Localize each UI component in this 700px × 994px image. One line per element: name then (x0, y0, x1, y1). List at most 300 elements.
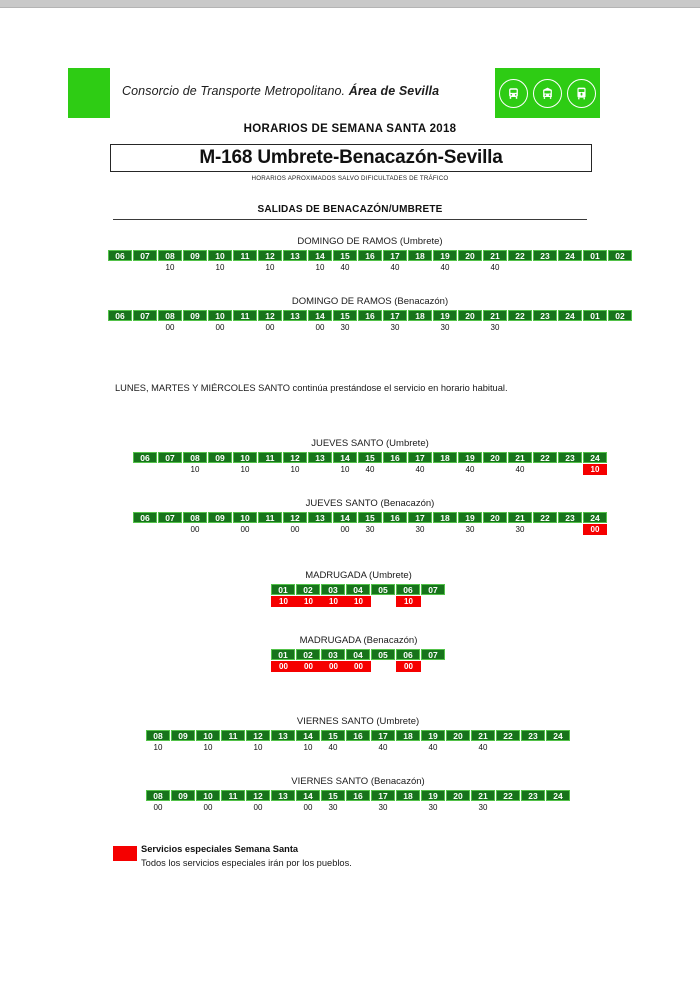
hour-cell: 22 (508, 310, 532, 321)
minute-cell: 10 (321, 596, 346, 607)
minute-cell (421, 661, 446, 672)
minute-cell (283, 322, 307, 333)
hour-cell: 04 (346, 584, 370, 595)
hour-cell: 02 (296, 584, 320, 595)
schedule-block (146, 716, 570, 753)
minute-cell (108, 262, 132, 273)
minute-cell: 10 (215, 263, 225, 272)
minute-cell (433, 464, 457, 475)
hour-cell: 06 (108, 310, 132, 321)
hour-cell: 18 (396, 790, 420, 801)
minutes-row (271, 661, 446, 672)
minute-cell (383, 524, 407, 535)
minute-cell: 00 (583, 524, 607, 535)
minute-cell: 30 (378, 803, 388, 812)
minute-cell: 40 (415, 465, 425, 474)
minute-cell: 40 (328, 743, 338, 752)
minute-cell (533, 464, 557, 475)
hour-cell: 21 (483, 310, 507, 321)
hour-cell: 24 (546, 730, 570, 741)
schedule-block-title: DOMINGO DE RAMOS (Umbrete) (297, 236, 443, 247)
approximate-times-note: HORARIOS APROXIMADOS SALVO DIFICULTADES DE TRÁFICO (251, 175, 449, 182)
minute-cell (283, 262, 307, 273)
schedule-block (133, 498, 607, 535)
minutes-row (133, 464, 607, 475)
minute-cell (521, 742, 545, 753)
hour-cell: 17 (383, 310, 407, 321)
minute-cell (546, 802, 570, 813)
minute-cell: 00 (290, 525, 300, 534)
minute-cell (271, 742, 295, 753)
hour-cell: 23 (558, 452, 582, 463)
hour-cell: 09 (183, 310, 207, 321)
minute-cell (558, 322, 582, 333)
minute-cell (271, 802, 295, 813)
minute-cell (208, 524, 232, 535)
hour-cell: 11 (233, 250, 257, 261)
minute-cell: 30 (515, 525, 525, 534)
minute-cell (508, 322, 532, 333)
minute-cell (133, 322, 157, 333)
schedule-block (146, 776, 570, 813)
minute-cell (458, 322, 482, 333)
hour-cell: 10 (196, 790, 220, 801)
minute-cell: 30 (340, 323, 350, 332)
hour-cell: 20 (458, 250, 482, 261)
schedule-block-title: JUEVES SANTO (Umbrete) (311, 438, 429, 449)
viewer-top-bar (0, 0, 700, 8)
hour-cell: 17 (371, 790, 395, 801)
hour-cell: 15 (321, 790, 345, 801)
minute-cell: 40 (340, 263, 350, 272)
hour-cell: 11 (221, 790, 245, 801)
transport-modes-band (495, 68, 600, 118)
hours-row (133, 512, 607, 523)
minute-cell (371, 661, 396, 672)
hour-cell: 16 (346, 730, 370, 741)
minute-cell: 10 (203, 743, 213, 752)
hour-cell: 12 (283, 512, 307, 523)
schedule-block (108, 236, 632, 273)
hour-cell: 22 (496, 790, 520, 801)
hour-cell: 09 (171, 790, 195, 801)
legend-line-2: Todos los servicios especiales irán por los pueblos. (141, 858, 352, 868)
minute-cell (608, 262, 632, 273)
route-title: M-168 Umbrete-Benacazón-Sevilla (199, 147, 503, 168)
minute-cell (171, 802, 195, 813)
hour-cell: 15 (358, 512, 382, 523)
hour-cell: 24 (546, 790, 570, 801)
hour-cell: 22 (533, 512, 557, 523)
minute-cell (533, 322, 557, 333)
hour-cell: 20 (446, 790, 470, 801)
document-header (68, 68, 600, 118)
bus-icon (499, 79, 528, 108)
hour-cell: 14 (333, 452, 357, 463)
hour-cell: 13 (283, 250, 307, 261)
minute-cell: 00 (253, 803, 263, 812)
minute-cell: 00 (271, 661, 296, 672)
hour-cell: 23 (558, 512, 582, 523)
hour-cell: 23 (533, 310, 557, 321)
hour-cell: 08 (183, 452, 207, 463)
train-icon (533, 79, 562, 108)
schedule-block-title: MADRUGADA (Umbrete) (305, 570, 412, 581)
hour-cell: 02 (608, 250, 632, 261)
minutes-row (271, 596, 446, 607)
hour-cell: 21 (483, 250, 507, 261)
minute-cell: 40 (390, 263, 400, 272)
minute-cell: 00 (396, 661, 421, 672)
hour-cell: 20 (446, 730, 470, 741)
hour-cell: 14 (308, 310, 332, 321)
hour-cell: 17 (383, 250, 407, 261)
minute-cell (258, 524, 282, 535)
hour-cell: 17 (408, 452, 432, 463)
hour-cell: 13 (308, 452, 332, 463)
operator-title-plain: Consorcio de Transporte Metropolitano. (122, 84, 349, 98)
hour-cell: 12 (283, 452, 307, 463)
hour-cell: 19 (433, 250, 457, 261)
minute-cell (496, 742, 520, 753)
minute-cell: 30 (490, 323, 500, 332)
hour-cell: 16 (346, 790, 370, 801)
hour-cell: 08 (146, 730, 170, 741)
minute-cell (533, 524, 557, 535)
hour-cell: 10 (233, 452, 257, 463)
hour-cell: 16 (383, 452, 407, 463)
hour-cell: 24 (583, 512, 607, 523)
minute-cell (608, 322, 632, 333)
minute-cell: 10 (271, 596, 296, 607)
hours-row (133, 452, 607, 463)
minute-cell (508, 262, 532, 273)
minute-cell: 00 (240, 525, 250, 534)
hour-cell: 07 (133, 310, 157, 321)
operator-title-bold: Área de Sevilla (348, 84, 440, 98)
hour-cell: 07 (158, 452, 182, 463)
minute-cell (158, 464, 182, 475)
minute-cell: 10 (346, 596, 371, 607)
hour-cell: 07 (421, 649, 445, 660)
minute-cell: 10 (240, 465, 250, 474)
minute-cell (546, 742, 570, 753)
minute-cell (133, 524, 157, 535)
minute-cell: 30 (365, 525, 375, 534)
hour-cell: 07 (421, 584, 445, 595)
hour-cell: 14 (296, 730, 320, 741)
hour-cell: 03 (321, 649, 345, 660)
hour-cell: 19 (421, 790, 445, 801)
hour-cell: 20 (458, 310, 482, 321)
hour-cell: 06 (133, 452, 157, 463)
minute-cell (408, 262, 432, 273)
hour-cell: 11 (221, 730, 245, 741)
minute-cell (108, 322, 132, 333)
minute-cell (583, 322, 607, 333)
hour-cell: 09 (208, 452, 232, 463)
document-subtitle: HORARIOS DE SEMANA SANTA 2018 (243, 123, 457, 135)
hour-cell: 21 (471, 730, 495, 741)
minutes-row (108, 322, 632, 333)
hour-cell: 12 (246, 730, 270, 741)
hour-cell: 16 (383, 512, 407, 523)
hour-cell: 22 (533, 452, 557, 463)
minute-cell (558, 524, 582, 535)
hour-cell: 16 (358, 250, 382, 261)
hour-cell: 18 (408, 310, 432, 321)
legend-line-1: Servicios especiales Semana Santa (141, 844, 299, 854)
schedule-block-title: DOMINGO DE RAMOS (Benacazón) (291, 296, 449, 307)
hour-cell: 07 (133, 250, 157, 261)
minute-cell: 10 (296, 596, 321, 607)
minute-cell: 30 (428, 803, 438, 812)
minute-cell: 10 (290, 465, 300, 474)
minute-cell: 30 (328, 803, 338, 812)
minute-cell: 40 (515, 465, 525, 474)
hour-cell: 21 (508, 512, 532, 523)
minutes-row (133, 524, 607, 535)
hour-cell: 15 (358, 452, 382, 463)
minute-cell (308, 524, 332, 535)
schedule-block-title: JUEVES SANTO (Benacazón) (305, 498, 435, 509)
hour-cell: 06 (108, 250, 132, 261)
schedule-block (271, 570, 446, 607)
minute-cell (433, 524, 457, 535)
minute-cell (396, 802, 420, 813)
hour-cell: 12 (258, 250, 282, 261)
hour-cell: 11 (233, 310, 257, 321)
minute-cell (208, 464, 232, 475)
minute-cell: 00 (296, 661, 321, 672)
weekday-service-note: LUNES, MARTES Y MIÉRCOLES SANTO continúa prestándose el servicio en horario habitual. (115, 383, 508, 393)
hour-cell: 04 (346, 649, 370, 660)
minute-cell (133, 262, 157, 273)
hour-cell: 22 (508, 250, 532, 261)
minute-cell: 00 (321, 661, 346, 672)
hour-cell: 18 (408, 250, 432, 261)
hour-cell: 18 (433, 452, 457, 463)
minute-cell (358, 322, 382, 333)
hour-cell: 17 (408, 512, 432, 523)
schedule-block (108, 296, 632, 333)
hour-cell: 06 (396, 649, 420, 660)
hour-cell: 01 (271, 649, 295, 660)
hour-cell: 13 (308, 512, 332, 523)
minute-cell: 10 (340, 465, 350, 474)
minute-cell: 40 (378, 743, 388, 752)
minute-cell: 30 (415, 525, 425, 534)
operator-title (122, 84, 492, 98)
hour-cell: 14 (333, 512, 357, 523)
hour-cell: 02 (608, 310, 632, 321)
minute-cell (371, 596, 396, 607)
minutes-row (146, 742, 570, 753)
hour-cell: 20 (483, 512, 507, 523)
hour-cell: 19 (421, 730, 445, 741)
hour-cell: 03 (321, 584, 345, 595)
minute-cell (158, 524, 182, 535)
minute-cell (558, 262, 582, 273)
hours-row (146, 730, 570, 741)
hour-cell: 22 (496, 730, 520, 741)
minute-cell (421, 596, 446, 607)
minute-cell: 00 (303, 803, 313, 812)
minute-cell: 00 (203, 803, 213, 812)
brand-green-block (68, 68, 110, 118)
hour-cell: 08 (158, 250, 182, 261)
minute-cell (183, 262, 207, 273)
hour-cell: 10 (196, 730, 220, 741)
minute-cell (183, 322, 207, 333)
hour-cell: 19 (458, 512, 482, 523)
minute-cell: 30 (478, 803, 488, 812)
hour-cell: 18 (396, 730, 420, 741)
minute-cell: 30 (465, 525, 475, 534)
minute-cell (258, 464, 282, 475)
minute-cell (446, 802, 470, 813)
hours-row (108, 250, 632, 261)
hour-cell: 10 (208, 310, 232, 321)
minute-cell: 00 (340, 525, 350, 534)
schedule-block (271, 635, 446, 672)
hour-cell: 17 (371, 730, 395, 741)
hours-row (271, 584, 446, 595)
minute-cell (496, 802, 520, 813)
minute-cell (171, 742, 195, 753)
hour-cell: 24 (583, 452, 607, 463)
hour-cell: 21 (508, 452, 532, 463)
minute-cell (446, 742, 470, 753)
hour-cell: 24 (558, 250, 582, 261)
hour-cell: 15 (333, 250, 357, 261)
minute-cell (133, 464, 157, 475)
minute-cell (233, 322, 257, 333)
hours-row (271, 649, 446, 660)
hour-cell: 23 (533, 250, 557, 261)
schedule-block-title: VIERNES SANTO (Benacazón) (291, 776, 425, 787)
hours-row (108, 310, 632, 321)
minute-cell: 10 (165, 263, 175, 272)
minute-cell: 00 (215, 323, 225, 332)
hour-cell: 11 (258, 512, 282, 523)
minute-cell: 30 (440, 323, 450, 332)
metro-icon (567, 79, 596, 108)
minute-cell (221, 802, 245, 813)
minute-cell (346, 802, 370, 813)
minute-cell (458, 262, 482, 273)
minute-cell (346, 742, 370, 753)
minute-cell (521, 802, 545, 813)
hour-cell: 10 (233, 512, 257, 523)
hour-cell: 06 (133, 512, 157, 523)
minute-cell: 10 (583, 464, 607, 475)
hour-cell: 07 (158, 512, 182, 523)
hour-cell: 05 (371, 649, 395, 660)
hour-cell: 09 (208, 512, 232, 523)
minute-cell: 40 (428, 743, 438, 752)
hour-cell: 16 (358, 310, 382, 321)
minute-cell: 10 (253, 743, 263, 752)
minutes-row (108, 262, 632, 273)
minute-cell: 10 (265, 263, 275, 272)
minute-cell: 10 (153, 743, 163, 752)
minute-cell: 00 (315, 323, 325, 332)
hour-cell: 23 (521, 730, 545, 741)
minute-cell (408, 322, 432, 333)
minute-cell: 00 (153, 803, 163, 812)
document-page (0, 8, 700, 994)
hour-cell: 13 (271, 730, 295, 741)
hour-cell: 05 (371, 584, 395, 595)
minute-cell (533, 262, 557, 273)
minute-cell: 10 (190, 465, 200, 474)
hour-cell: 02 (296, 649, 320, 660)
hour-cell: 06 (396, 584, 420, 595)
hour-cell: 09 (171, 730, 195, 741)
minute-cell (233, 262, 257, 273)
hours-row (146, 790, 570, 801)
minute-cell: 40 (465, 465, 475, 474)
minute-cell (221, 742, 245, 753)
minute-cell: 10 (396, 596, 421, 607)
minute-cell: 10 (315, 263, 325, 272)
hour-cell: 11 (258, 452, 282, 463)
hour-cell: 08 (158, 310, 182, 321)
minute-cell: 40 (365, 465, 375, 474)
hour-cell: 01 (583, 250, 607, 261)
hour-cell: 08 (146, 790, 170, 801)
hour-cell: 19 (433, 310, 457, 321)
minute-cell: 40 (440, 263, 450, 272)
hour-cell: 18 (433, 512, 457, 523)
hour-cell: 13 (283, 310, 307, 321)
section-heading: SALIDAS DE BENACAZÓN/UMBRETE (113, 204, 587, 220)
minute-cell: 00 (190, 525, 200, 534)
hour-cell: 15 (321, 730, 345, 741)
minute-cell (358, 262, 382, 273)
minute-cell: 00 (346, 661, 371, 672)
hour-cell: 08 (183, 512, 207, 523)
hour-cell: 12 (246, 790, 270, 801)
hour-cell: 13 (271, 790, 295, 801)
hour-cell: 01 (583, 310, 607, 321)
hour-cell: 12 (258, 310, 282, 321)
hour-cell: 24 (558, 310, 582, 321)
hour-cell: 09 (183, 250, 207, 261)
schedule-block (133, 438, 607, 475)
hour-cell: 10 (208, 250, 232, 261)
minute-cell: 40 (490, 263, 500, 272)
minute-cell (483, 524, 507, 535)
minute-cell: 00 (265, 323, 275, 332)
minute-cell: 10 (303, 743, 313, 752)
minute-cell (308, 464, 332, 475)
hour-cell: 20 (483, 452, 507, 463)
minute-cell: 40 (478, 743, 488, 752)
minute-cell (383, 464, 407, 475)
hour-cell: 14 (296, 790, 320, 801)
hour-cell: 14 (308, 250, 332, 261)
minute-cell (583, 262, 607, 273)
hour-cell: 15 (333, 310, 357, 321)
minute-cell (558, 464, 582, 475)
route-title-box (110, 144, 592, 172)
legend-red-swatch (113, 846, 137, 861)
hour-cell: 21 (471, 790, 495, 801)
minute-cell (483, 464, 507, 475)
schedule-block-title: MADRUGADA (Benacazón) (299, 635, 418, 646)
